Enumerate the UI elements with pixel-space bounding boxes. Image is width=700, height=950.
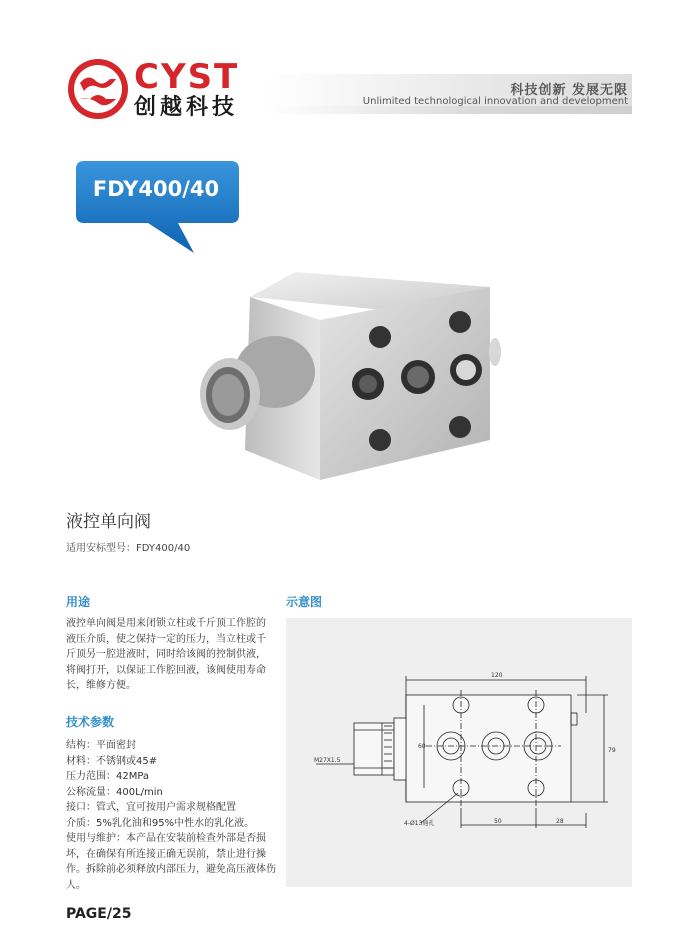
param-flow: 公称流量：400L/min bbox=[66, 786, 163, 798]
usage-section-title: 用途 bbox=[66, 595, 91, 609]
model-callout-shape bbox=[76, 161, 239, 253]
page-number: PAGE/25 bbox=[66, 906, 132, 922]
schematic-diagram bbox=[286, 618, 632, 887]
product-title: 液控单向阀 bbox=[66, 512, 151, 532]
dim-28: 28 bbox=[556, 818, 564, 825]
brand-name-en: CYST bbox=[134, 57, 240, 97]
dim-holes: 4-Ø13通孔 bbox=[404, 820, 435, 827]
slogan-en: Unlimited technological innovation and development bbox=[362, 96, 628, 107]
header-band-lower bbox=[266, 106, 632, 114]
param-maintenance: 使用与维护：本产品在安装前检查外部是否损坏，在确保有所连接正确无误前，禁止进行操作。拆除前必须释放内部压力，避免高压液体伤人。 bbox=[66, 833, 276, 891]
product-photo bbox=[190, 262, 520, 492]
param-medium: 介质：5%乳化油和95%中性水的乳化液。 bbox=[66, 817, 255, 829]
schematic-drawing bbox=[286, 618, 632, 887]
model-label: FDY400/40 bbox=[92, 177, 220, 201]
product-subtitle: 适用安标型号：FDY400/40 bbox=[66, 543, 191, 554]
params-list bbox=[66, 738, 276, 893]
param-pressure: 压力范围：42MPa bbox=[66, 771, 150, 782]
dim-width: 120 bbox=[491, 672, 503, 679]
param-interface: 接口：管式，宜可按用户需求规格配置 bbox=[66, 802, 236, 813]
param-material: 材料：不锈钢或45# bbox=[66, 755, 158, 767]
dim-height: 79 bbox=[608, 747, 616, 754]
params-section-title: 技术参数 bbox=[66, 715, 115, 729]
dim-50: 50 bbox=[494, 818, 502, 825]
brand-logo-icon bbox=[66, 57, 130, 121]
dim-inner: 60 bbox=[418, 743, 426, 750]
brand-name-cn: 创越科技 bbox=[134, 95, 239, 120]
param-structure: 结构：平面密封 bbox=[66, 740, 136, 751]
dim-thread: M27X1.5 bbox=[314, 757, 341, 764]
slogan-cn: 科技创新 发展无限 bbox=[510, 83, 628, 98]
diagram-section-title: 示意图 bbox=[286, 595, 323, 609]
usage-text: 液控单向阀是用来闭锁立柱或千斤顶工作腔的液压介质，使之保持一定的压力，当立柱或千斤顶另一腔进液时，同时给该阀的控制供液，将阀打开，以保证工作腔回液，该阀使用寿命长，维修方便。 bbox=[66, 618, 266, 691]
